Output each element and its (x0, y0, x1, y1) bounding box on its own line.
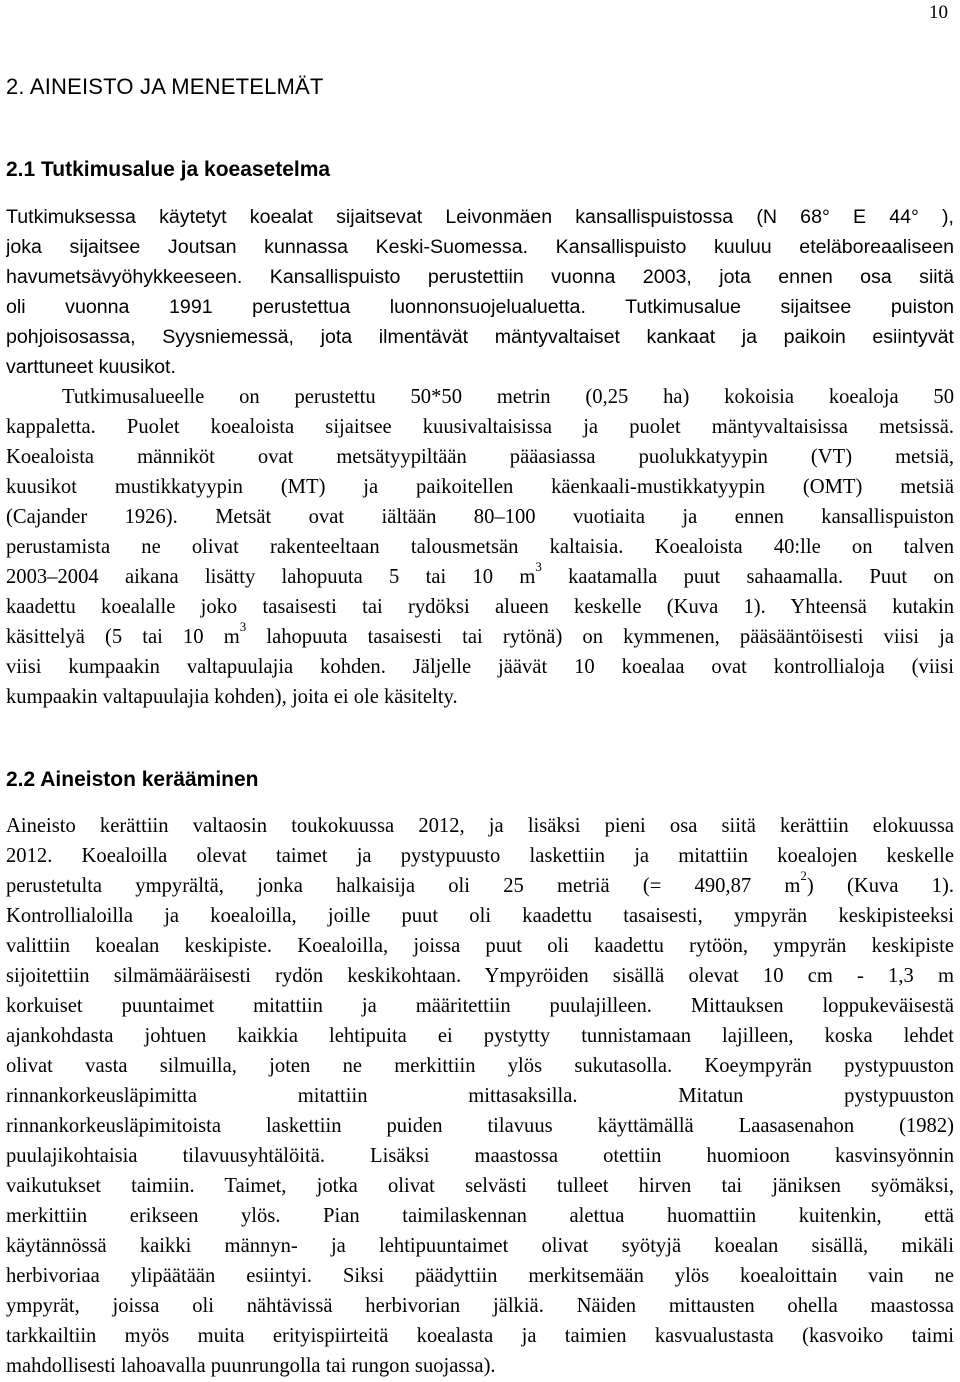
text-line-content: herbivoriaa ylipäätään esiintyi. Siksi päädyttiin merkitsemään ylös koealoittain vain ne (6, 1265, 954, 1287)
text-line-content: käsittelyä (5 tai 10 m (6, 626, 240, 648)
text-line (6, 532, 954, 562)
text-line (6, 1021, 954, 1051)
page-number: 10 (929, 2, 948, 23)
text-line-content: tarkkailtiin myös muita erityispiirteitä koealasta ja taimien kasvualustasta (kasvoiko taimi (6, 1325, 954, 1347)
text-line (6, 1081, 954, 1111)
text-line (6, 472, 954, 502)
text-line-continuation: ) (Kuva 1). (806, 875, 954, 897)
text-line-content: oli vuonna 1991 perustettua luonnonsuojelualuetta. Tutkimusalue sijaitsee puiston (6, 296, 954, 318)
text-line (6, 1351, 954, 1381)
text-line-content: olivat vasta silmuilla, joten ne merkittiin ylös sukutasolla. Koeympyrän pystypuuston (6, 1055, 954, 1077)
text-line (6, 1111, 954, 1141)
text-line-content: 2003–2004 aikana lisätty lahopuuta 5 tai 10 m (6, 566, 536, 588)
text-line-content: kaadettu koealalle joko tasaisesti tai rydöksi alueen keskelle (Kuva 1). Yhteensä kutakin (6, 596, 954, 618)
text-line (6, 502, 954, 532)
section-body-study-area (6, 202, 954, 712)
text-line (6, 1261, 954, 1291)
text-line (6, 1291, 954, 1321)
section-title-data-collection: 2.2 Aineiston kerääminen (6, 768, 259, 791)
text-line (6, 1231, 954, 1261)
section-title-study-area: 2.1 Tutkimusalue ja koeasetelma (6, 158, 331, 181)
text-line-continuation: kaatamalla puut sahaamalla. Puut on (541, 566, 954, 588)
superscript: 3 (239, 622, 247, 635)
text-line-content: korkuiset puuntaimet mitattiin ja määritettiin puulajilleen. Mittauksen loppukeväisestä (6, 995, 954, 1017)
text-line (6, 352, 954, 382)
text-line (6, 322, 954, 352)
text-line-content: Koealoista männiköt ovat metsätyypiltään pääasiassa puolukkatyypin (VT) metsiä, (6, 446, 954, 468)
text-line (6, 442, 954, 472)
text-line-content: viisi kumpaakin valtapuulajia kohden. Jäljelle jäävät 10 koealaa ovat kontrollialoja (viisi (6, 656, 954, 678)
text-line-content: rinnankorkeusläpimitoista laskettiin puiden tilavuus käyttämällä Laasasenahon (1982) (6, 1115, 954, 1137)
text-line (6, 262, 954, 292)
text-line (6, 622, 954, 652)
text-line (6, 1141, 954, 1171)
text-line (6, 592, 954, 622)
text-line (6, 562, 954, 592)
chapter-heading: 2. AINEISTO JA MENETELMÄT (6, 74, 324, 99)
text-line-content: rinnankorkeusläpimitta mitattiin mittasaksilla. Mitatun pystypuuston (6, 1085, 954, 1107)
text-line-content: havumetsävyöhykkeeseen. Kansallispuisto perustettiin vuonna 2003, jota ennen osa siitä (6, 266, 954, 288)
text-line (6, 292, 954, 322)
text-line (6, 652, 954, 682)
text-line (6, 931, 954, 961)
text-line-content: 2012. Koealoilla olevat taimet ja pystypuusto laskettiin ja mitattiin koealojen keskelle (6, 845, 954, 867)
text-line-content: pohjoisosassa, Syysniemessä, jota ilmentävät mäntyvaltaiset kankaat ja paikoin esiintyvät (6, 326, 954, 348)
text-line (6, 901, 954, 931)
text-line-content: joka sijaitsee Joutsan kunnassa Keski-Suomessa. Kansallispuisto kuuluu eteläboreaaliseen (6, 236, 954, 258)
text-line-content: kumpaakin valtapuulajia kohden), joita ei ole käsitelty. (6, 686, 458, 708)
text-line (6, 412, 954, 442)
superscript: 3 (535, 562, 542, 575)
text-line (6, 682, 954, 712)
text-line-content: sijoitettiin silmämääräisesti rydön keskikohtaan. Ympyröiden sisällä olevat 10 cm - 1,3 m (6, 965, 954, 987)
text-line (6, 811, 954, 841)
text-line (6, 1201, 954, 1231)
text-line (6, 1051, 954, 1081)
text-line-content: ympyrät, joissa oli nähtävissä herbivorian jälkiä. Näiden mittausten ohella maastossa (6, 1295, 954, 1317)
text-line-continuation: lahopuuta tasaisesti tai rytönä) on kymmenen, pääsääntöisesti viisi ja (246, 626, 954, 648)
text-line (6, 1321, 954, 1351)
text-line (6, 1171, 954, 1201)
text-line (6, 991, 954, 1021)
text-line-content: varttuneet kuusikot. (6, 356, 176, 378)
text-line-content: vaikutukset taimiin. Taimet, jotka olivat selvästi tulleet hirven tai jäniksen syömäksi, (6, 1175, 954, 1197)
text-line-content: puulajikohtaisia tilavuusyhtälöitä. Lisäksi maastossa otettiin huomioon kasvinsyönnin (6, 1145, 954, 1167)
text-line-content: käytännössä kaikki männyn- ja lehtipuuntaimet olivat syötyjä koealan sisällä, mikäli (6, 1235, 954, 1257)
text-line-content: kuusikot mustikkatyypin (MT) ja paikoitellen käenkaali-mustikkatyypin (OMT) metsiä (6, 476, 954, 498)
text-line-content: perustamista ne olivat rakenteeltaan talousmetsän kaltaisia. Koealoista 40:lle on talven (6, 536, 954, 558)
text-line-content: (Cajander 1926). Metsät ovat iältään 80–100 vuotiaita ja ennen kansallispuiston (6, 506, 954, 528)
text-line (6, 871, 954, 901)
text-line-content: mahdollisesti lahoavalla puunrungolla tai rungon suojassa). (6, 1355, 496, 1377)
text-line-content: Aineisto kerättiin valtaosin toukokuussa 2012, ja lisäksi pieni osa siitä kerättiin elokuussa (6, 815, 954, 837)
text-line-content: perustetulta ympyrältä, jonka halkaisija oli 25 metriä (= 490,87 m (6, 875, 801, 897)
section-body-data-collection (6, 811, 954, 1381)
text-line (6, 202, 954, 232)
text-line (6, 841, 954, 871)
text-line-content: ajankohdasta johtuen kaikkia lehtipuita ei pystytty tunnistamaan lajilleen, koska lehdet (6, 1025, 954, 1047)
text-line-content: merkittiin erikseen ylös. Pian taimilaskennan alettua huomattiin kuitenkin, että (6, 1205, 954, 1227)
text-line (6, 232, 954, 262)
text-line-content: valittiin koealan keskipiste. Koealoilla, joissa puut oli kaadettu rytöön, ympyrän keskipiste (6, 935, 954, 957)
text-line-content: Tutkimuksessa käytetyt koealat sijaitsevat Leivonmäen kansallispuistossa (N 68° E 44° ), (6, 206, 954, 228)
text-line-content: Tutkimusalueelle on perustettu 50*50 metrin (0,25 ha) kokoisia koealoja 50 (62, 386, 954, 408)
text-line-content: kappaletta. Puolet koealoista sijaitsee kuusivaltaisissa ja puolet mäntyvaltaisissa metsissä. (6, 416, 954, 438)
text-line (6, 961, 954, 991)
superscript: 2 (800, 871, 807, 884)
text-line (6, 382, 954, 412)
text-line-content: Kontrollialoilla ja koealoilla, joille puut oli kaadettu tasaisesti, ympyrän keskipisteeksi (6, 905, 954, 927)
